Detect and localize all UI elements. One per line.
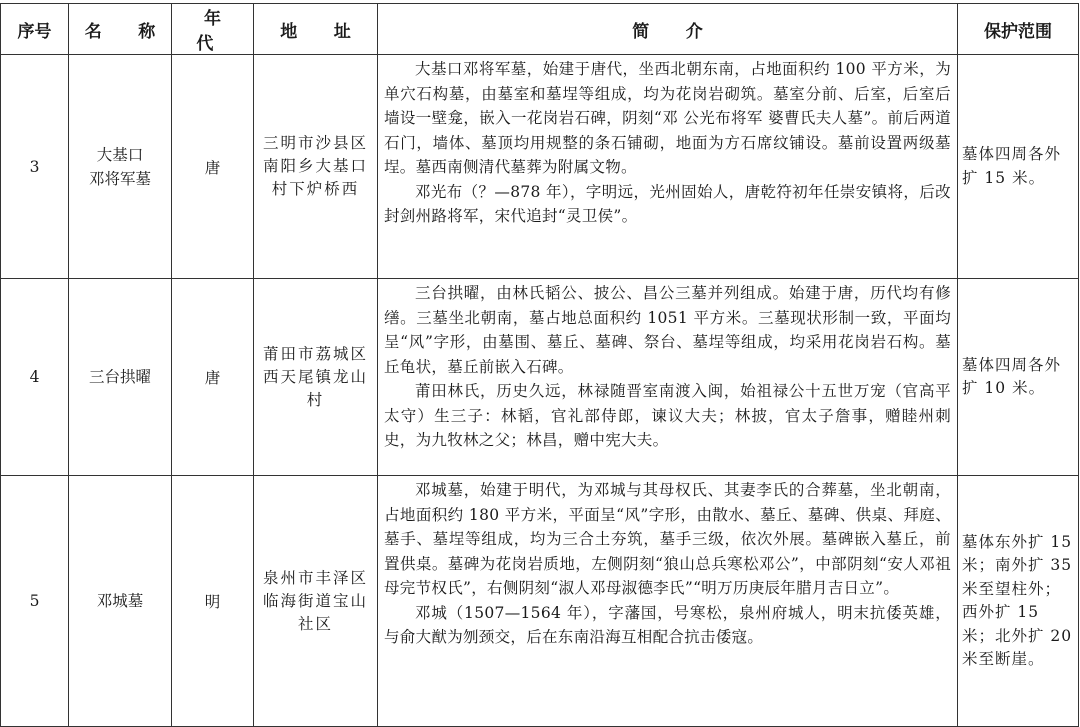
row-era: 明	[172, 476, 254, 727]
row-era: 唐	[172, 279, 254, 476]
table-row	[1, 279, 1079, 476]
row-intro	[378, 476, 958, 727]
row-address: 泉州市丰泽区临海街道宝山社区	[254, 476, 378, 727]
intro-paragraph: 三台拱曜，由林氏韬公、披公、昌公三墓并列组成。始建于唐，历代均有修缮。三墓坐北朝南，墓占地总面积约 1051 平方米。三墓现状形制一致，平面均呈“风”字形，由墓围、墓丘、墓碑、祭台、墓埕等组成，均采用花岗岩石构。墓丘龟状，墓丘前嵌入石碑。	[384, 284, 951, 376]
row-name-line: 邓城墓	[96, 592, 144, 610]
header-address: 地 址	[254, 4, 378, 55]
header-no: 序号	[1, 4, 69, 55]
table-row	[1, 476, 1079, 727]
row-name-line: 邓将军墓	[88, 169, 151, 188]
row-name	[69, 55, 172, 279]
header-protection: 保护范围	[958, 4, 1079, 55]
row-no: 3	[1, 55, 69, 279]
row-no: 5	[1, 476, 69, 727]
row-protection: 墓体四周各外扩 10 米。	[958, 279, 1079, 476]
row-intro	[378, 55, 958, 279]
row-no: 4	[1, 279, 69, 476]
row-name	[69, 476, 172, 727]
row-protection: 墓体四周各外扩 15 米。	[958, 55, 1079, 279]
row-name	[69, 279, 172, 476]
row-name-line: 大基口	[96, 145, 144, 164]
intro-paragraph: 邓城（1507—1564 年），字藩国，号寒松，泉州府城人，明末抗倭英雄，与俞大猷为刎颈交，后在东南沿海互相配合抗击倭寇。	[384, 603, 951, 646]
row-name-line: 三台拱曜	[88, 368, 151, 386]
intro-paragraph: 邓光布（？—878 年），字明远，光州固始人，唐乾符初年任崇安镇将，后改封剑州路将军，宋代追封“灵卫侯”。	[384, 182, 951, 225]
row-address: 三明市沙县区南阳乡大基口村下炉桥西	[254, 55, 378, 279]
header-name: 名 称	[69, 4, 172, 55]
header-era: 年 代	[172, 4, 254, 55]
row-protection: 墓体东外扩 15 米；南外扩 35 米至望柱外；西外扩 15 米；北外扩 20 米至断崖。	[958, 476, 1079, 727]
row-address: 莆田市荔城区西天尾镇龙山村	[254, 279, 378, 476]
intro-paragraph: 邓城墓，始建于明代，为邓城与其母权氏、其妻李氏的合葬墓，坐北朝南，占地面积约 180 平方米，平面呈“风”字形，由散水、墓丘、墓碑、供桌、拜庭、墓手、墓埕等组成，均为三合土夯筑，墓手三级，依次外展。墓碑嵌入墓丘，前置供桌。墓碑为花岗岩质地，左侧阴刻“狼山总兵寒松邓公”，中部阴刻“安人邓祖母完节权氏”，右侧阴刻“淑人邓母淑德李氏”“明万历庚辰年腊月吉日立”。	[384, 481, 951, 597]
heritage-table	[0, 3, 1079, 727]
table-row	[1, 55, 1079, 279]
header-intro: 简 介	[378, 4, 958, 55]
intro-paragraph: 莆田林氏，历史久远，林禄随晋室南渡入闽，始祖禄公十五世万宠（官高平太守）生三子：林韬，官礼部侍郎，谏议大夫；林披，官太子詹事，赠睦州刺史，为九牧林之父；林昌，赠中宪大夫。	[384, 382, 951, 449]
intro-paragraph: 大基口邓将军墓，始建于唐代，坐西北朝东南，占地面积约 100 平方米，为单穴石构墓，由墓室和墓埕等组成，均为花岗岩砌筑。墓室分前、后室，后室后墙设一壁龛，嵌入一花岗岩石碑，阴刻“邓 公光布将军 婆曹氏夫人墓”。前后两道石门，墙体、墓顶均用规整的条石铺砌，地面为方石席纹铺设。墓前设置两级墓埕。墓西南侧清代墓葬为附属文物。	[384, 60, 951, 176]
header-row	[1, 4, 1079, 55]
row-intro	[378, 279, 958, 476]
row-era: 唐	[172, 55, 254, 279]
